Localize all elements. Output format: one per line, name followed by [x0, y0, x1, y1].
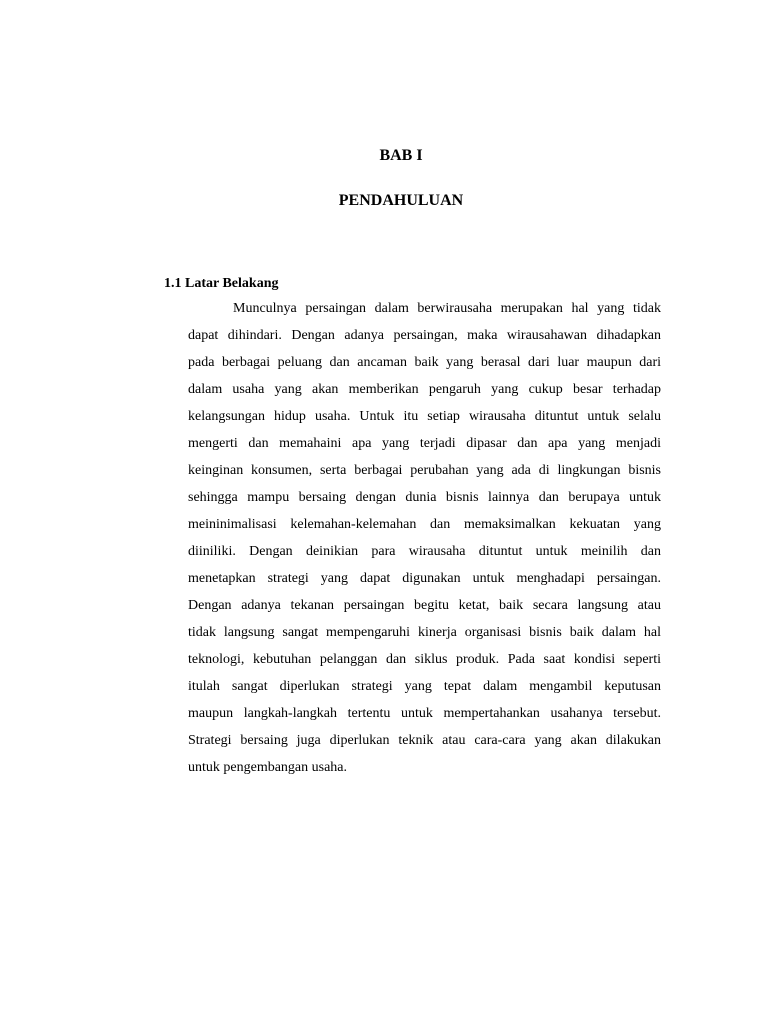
paragraph-line: itulah sangat diperlukan strategi yang tepat dalam mengambil keputusan	[188, 679, 661, 694]
paragraph-line: teknologi, kebutuhan pelanggan dan siklus produk. Pada saat kondisi seperti	[188, 652, 661, 667]
paragraph-line: dapat dihindari. Dengan adanya persaingan, maka wirausahawan dihadapkan	[188, 328, 661, 343]
body-paragraph	[188, 300, 661, 786]
paragraph-line: dalam usaha yang akan memberikan pengaruh yang cukup besar terhadap	[188, 382, 661, 397]
paragraph-line: Dengan adanya tekanan persaingan begitu ketat, baik secara langsung atau	[188, 598, 661, 613]
chapter-title: PENDAHULUAN	[338, 192, 464, 209]
chapter-number: BAB I	[379, 147, 423, 164]
paragraph-line: Munculnya persaingan dalam berwirausaha merupakan hal yang tidak	[233, 301, 661, 316]
paragraph-line: mengerti dan memahaini apa yang terjadi dipasar dan apa yang menjadi	[188, 436, 661, 451]
paragraph-line: maupun langkah-langkah tertentu untuk mempertahankan usahanya tersebut.	[188, 706, 661, 721]
paragraph-line: meininimalisasi kelemahan-kelemahan dan memaksimalkan kekuatan yang	[188, 517, 661, 532]
paragraph-line: tidak langsung sangat mempengaruhi kinerja organisasi bisnis baik dalam hal	[188, 625, 661, 640]
paragraph-line: untuk pengembangan usaha.	[188, 760, 348, 775]
paragraph-line: kelangsungan hidup usaha. Untuk itu setiap wirausaha dituntut untuk selalu	[188, 409, 661, 424]
section-heading: 1.1 Latar Belakang	[164, 276, 279, 291]
paragraph-line: diiniliki. Dengan deinikian para wirausaha dituntut untuk meinilih dan	[188, 544, 661, 559]
paragraph-line: pada berbagai peluang dan ancaman baik yang berasal dari luar maupun dari	[188, 355, 661, 370]
paragraph-line: keinginan konsumen, serta berbagai perubahan yang ada di lingkungan bisnis	[188, 463, 661, 478]
paragraph-line: menetapkan strategi yang dapat digunakan untuk menghadapi persaingan.	[188, 571, 661, 586]
paragraph-line: Strategi bersaing juga diperlukan teknik atau cara-cara yang akan dilakukan	[188, 733, 661, 748]
paragraph-line: sehingga mampu bersaing dengan dunia bisnis lainnya dan berupaya untuk	[188, 490, 661, 505]
